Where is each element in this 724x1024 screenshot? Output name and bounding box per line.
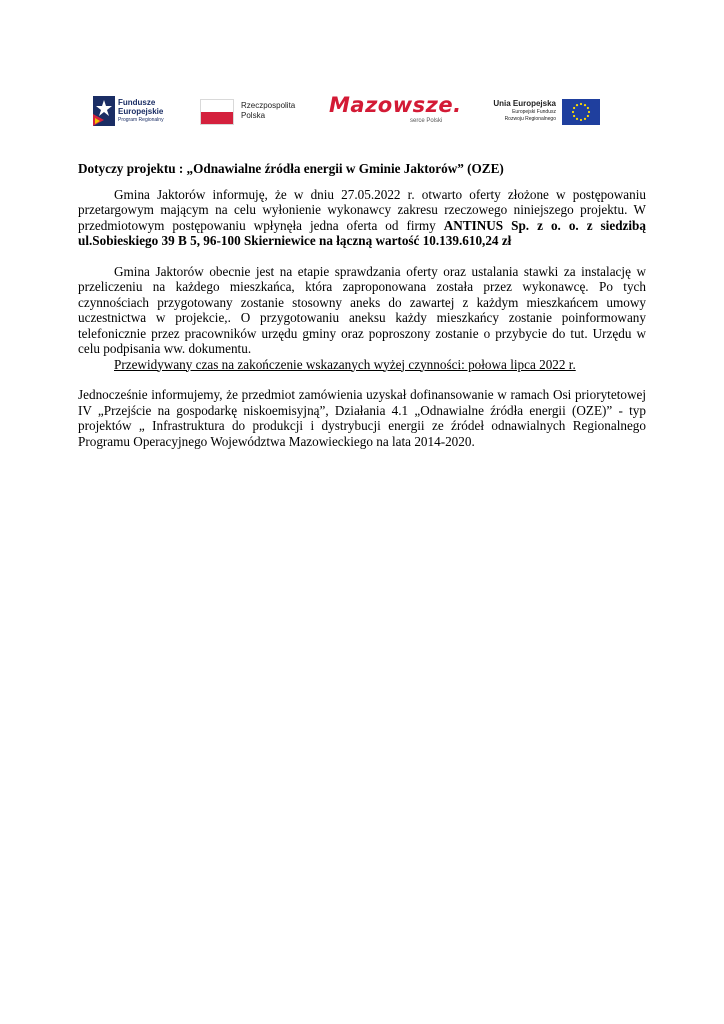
mazowsze-logo — [329, 93, 469, 133]
ue-title: Unia Europejska — [493, 99, 556, 108]
paragraph-status: Gmina Jaktorów obecnie jest na etapie sprawdzania oferty oraz ustalania stawki za instalację w przeliczeniu na każdego mieszkańca, która zaproponowana została przez wykonawcę. Po tych czynnościach przygotowany zostanie stosowny aneks do zawartej z każdym mieszkańcem umowy uczestnictwa w projekcie,. O przygotowaniu aneksu każdy mieszkańcy zostanie poinformowany telefonicznie przez pracowników urzędu gminy oraz poproszony zostanie o przybycie do tut. Urzędu w celu podpisania ww. dokumentu. — [78, 263, 646, 356]
rzeczpospolita-text — [241, 101, 295, 121]
fundusze-europejskie-star-icon — [93, 96, 115, 126]
document-heading: Dotyczy projektu : „Odnawialne źródła energii w Gminie Jaktorów” (OZE) — [78, 161, 504, 176]
paragraph-offer-text: Gmina Jaktorów informuję, że w dniu 27.05.2022 r. otwarto oferty złożone w postępowaniu przetargowym mającym na celu wyłonienie wykonawcy zakresu rzeczowego niniejszego projektu. W przedmiotowym postępowaniu wpłynęła jedna oferta od firmy — [78, 186, 646, 233]
paragraph-offer-bold: ANTINUS Sp. z o. o. z siedzibą ul.Sobieskiego 39 B 5, 96-100 Skierniewice na łączną wartość 10.139.610,24 zł — [78, 217, 646, 248]
rzeczpospolita-polska-logo — [200, 93, 310, 133]
ue-text — [493, 99, 556, 123]
fe-line2: Europejskie — [118, 107, 164, 116]
document-body — [78, 161, 646, 449]
eu-flag-icon — [562, 99, 600, 125]
fe-line1: Fundusze — [118, 98, 156, 107]
fundusze-europejskie-text — [118, 98, 164, 124]
paragraph-funding: Jednocześnie informujemy, że przedmiot zamówienia uzyskał dofinansowanie w ramach Osi priorytetowej IV „Przejście na gospodarkę niskoemisyjną”, Działania 4.1 „Odnawialne źródła energii (OZE)” - typ projektów „ Infrastruktura do produkcji i dystrybucji energii ze źródeł odnawialnych Regionalnego Programu Operacyjnego Województwa Mazowieckiego na lata 2014-2020. — [78, 387, 646, 449]
ue-sub2: Rozwoju Regionalnego — [504, 116, 556, 122]
unia-europejska-logo — [486, 93, 606, 133]
polish-flag-icon — [200, 99, 234, 125]
fe-sub: Program Regionalny — [118, 117, 164, 123]
rp-line1: Rzeczpospolita — [241, 101, 296, 110]
mazowsze-wordmark: Mazowsze. — [329, 93, 462, 117]
mazowsze-tagline: serce Polski — [410, 118, 443, 124]
logo-bar — [93, 93, 605, 133]
fundusze-europejskie-logo — [93, 93, 183, 133]
eu-stars-icon — [562, 99, 600, 125]
paragraph-deadline: Przewidywany czas na zakończenie wskazanych wyżej czynności: połowa lipca 2022 r. — [114, 356, 576, 372]
paragraph-offer — [78, 187, 646, 249]
rp-line2: Polska — [241, 111, 266, 120]
ue-sub1: Europejski Fundusz — [512, 109, 556, 115]
